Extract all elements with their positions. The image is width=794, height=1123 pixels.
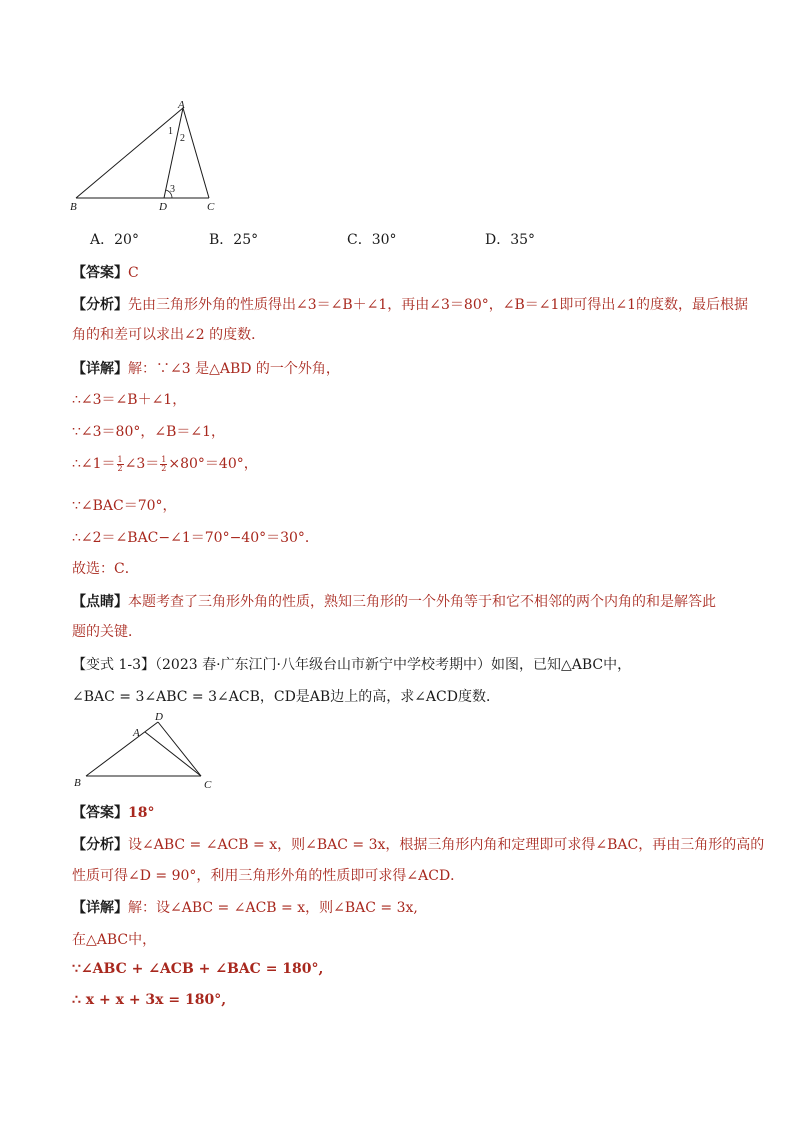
q1-step-3: ∴∠1＝ $\frac{1}{2}$ ∠3＝ $\frac{1}{2}$ ×80°＝40°， (72, 454, 258, 473)
fraction-half-2: $\frac{1}{2}$ (161, 454, 167, 473)
vertex-label-C-2: C (204, 779, 212, 791)
q1-analysis-line1: 【分析】先由三角形外角的性质得出∠3＝∠B＋∠1，再由∠3＝80°，∠B＝∠1即可得出∠1的度数，最后根据 (72, 297, 749, 313)
q1-analysis-line2: 角的和差可以求出∠2 的度数． (72, 327, 266, 343)
q2-answer: 【答案】18° (72, 805, 155, 821)
q1-comment-line2: 题的关键． (72, 624, 142, 640)
vertex-label-D: D (159, 201, 167, 213)
vertex-label-A: A (178, 99, 185, 111)
q1-step-1: ∴∠3＝∠B＋∠1， (72, 392, 187, 408)
segment-AC-2 (145, 732, 201, 776)
segment-DC-2 (158, 722, 201, 776)
q2-analysis-line1: 【分析】设∠ABC = ∠ACB = x，则∠BAC = 3x，根据三角形内角和定理即可求得∠BAC，再由三角形的高的 (72, 837, 765, 853)
q1-step-5: ∴∠2＝∠BAC−∠1＝70°−40°＝30°． (72, 530, 319, 546)
segment-AC (183, 108, 209, 198)
q1-comment-line1: 【点睛】本题考查了三角形外角的性质，熟知三角形的一个外角等于和它不相邻的两个内角的和是解答此 (72, 594, 716, 610)
vertex-label-B-2: B (74, 777, 81, 789)
q1-step-4: ∵∠BAC＝70°， (72, 498, 177, 514)
vertex-label-A-2: A (133, 727, 140, 739)
vertex-label-D-2: D (155, 711, 163, 723)
option-a: A．20° (90, 232, 139, 248)
q1-detail-intro: 【详解】解：∵∠3 是△ABD 的一个外角， (72, 361, 340, 377)
option-b: B．25° (209, 232, 259, 248)
vertex-label-B: B (70, 201, 77, 213)
triangle-figure-2 (66, 706, 226, 794)
segment-BD-2 (86, 722, 158, 776)
q1-choose: 故选：C． (72, 561, 139, 577)
q2-step-1: 在△ABC中， (72, 932, 157, 948)
q2-detail-intro: 【详解】解：设∠ABC = ∠ACB = x，则∠BAC = 3x, (72, 900, 418, 916)
q2-statement-line2: ∠BAC = 3∠ABC = 3∠ACB，CD是AB边上的高，求∠ACD度数． (72, 689, 500, 705)
option-d: D．35° (485, 232, 536, 248)
q2-statement-line1: 【变式 1-3】（2023 春·广东江门·八年级台山市新宁中学校考期中）如图，已知△ABC中， (72, 657, 632, 673)
vertex-label-C: C (207, 201, 215, 213)
q1-answer: 【答案】C (72, 265, 139, 281)
fraction-half-1: $\frac{1}{2}$ (117, 454, 123, 473)
triangle-figure-1 (66, 98, 226, 214)
q2-analysis-line2: 性质可得∠D = 90°，利用三角形外角的性质即可求得∠ACD． (72, 868, 465, 884)
option-c: C．30° (347, 232, 397, 248)
angle-label-1: 1 (168, 126, 173, 137)
angle-label-3: 3 (170, 184, 175, 195)
q2-step-2: ∵∠ABC + ∠ACB + ∠BAC = 180°, (72, 961, 324, 977)
q2-step-3: ∴ x + x + 3x = 180°, (72, 992, 227, 1008)
q1-step-2: ∵∠3＝80°，∠B＝∠1， (72, 424, 226, 440)
angle-label-2: 2 (180, 133, 185, 144)
